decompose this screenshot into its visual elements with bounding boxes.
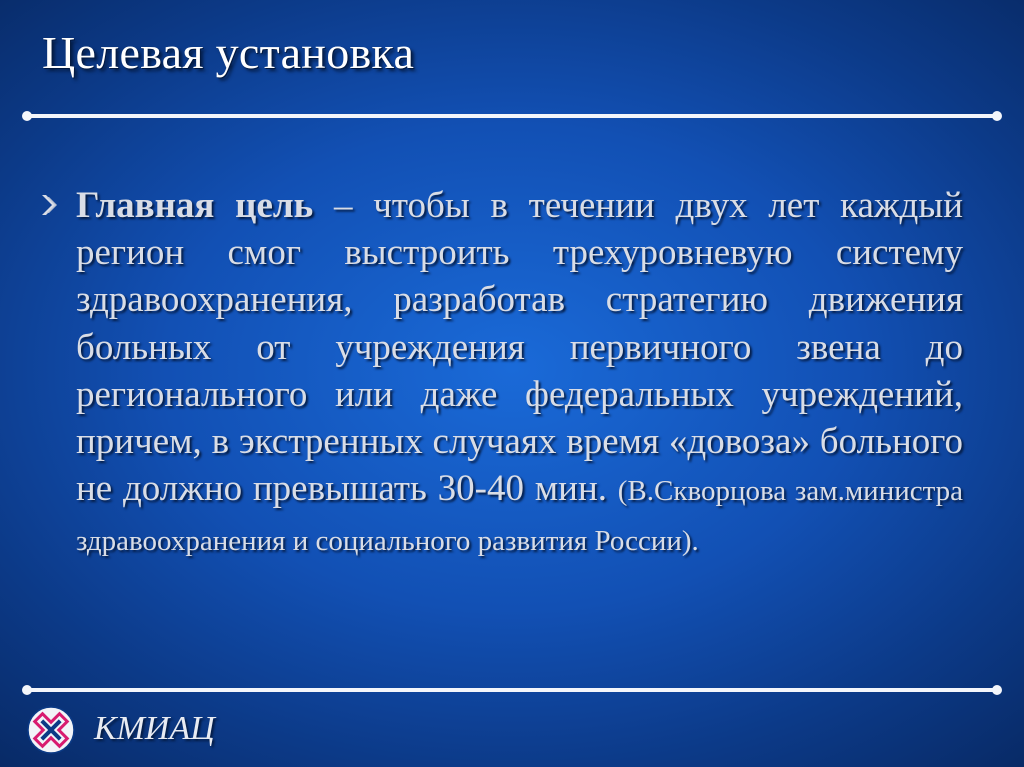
bottom-divider [26,688,998,692]
bullet-paragraph [76,182,963,566]
slide-title: Целевая установка [42,27,415,78]
kmiac-logo-icon [26,705,76,755]
bullet-lead: Главная цель [76,185,314,226]
slide-body [38,182,963,566]
footer-label: КМИАЦ [94,710,215,747]
bullet-item [38,182,963,566]
arrow-bullet-icon [38,192,64,218]
bullet-citation: (В.Скворцова зам.министра здравоохранения и социального развития России). [76,475,963,558]
bullet-text: – чтобы в течении двух лет каждый регион смог выстроить трехуровневую систему здравоохранения, разработав стратегию движения больных от учреждения первичного звена до регионального или даже федеральных учреждений, причем, в экстренных случаях время «довоза» больного не должно превышать 30-40 мин. [76,185,963,510]
top-divider [26,114,998,118]
